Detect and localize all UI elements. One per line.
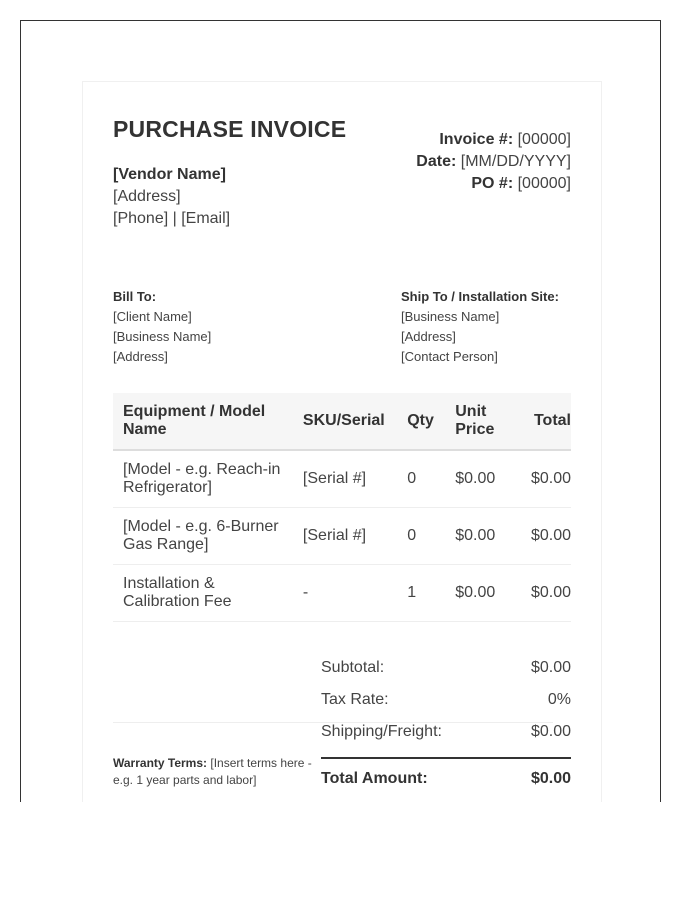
bill-to-business: [Business Name] xyxy=(113,329,212,344)
subtotal-row xyxy=(321,658,571,690)
cell-sku: [Serial #] xyxy=(293,450,397,508)
invoice-meta xyxy=(416,129,571,195)
warranty-label: Warranty Terms: xyxy=(113,756,208,770)
cell-total: $0.00 xyxy=(521,565,571,622)
bill-to-block xyxy=(113,287,211,367)
cell-unit-price: $0.00 xyxy=(445,565,521,622)
header-qty: Qty xyxy=(397,393,445,450)
cell-total: $0.00 xyxy=(521,508,571,565)
bill-to-label: Bill To: xyxy=(113,289,157,304)
warranty-terms xyxy=(113,755,318,789)
table-row xyxy=(113,508,571,565)
cell-qty: 0 xyxy=(397,450,445,508)
cell-equipment: [Model - e.g. 6-Burner Gas Range] xyxy=(113,508,293,565)
header-equipment: Equipment / Model Name xyxy=(113,393,293,450)
warranty-text: [Insert terms here - e.g. 1 year parts and labor] xyxy=(113,756,312,787)
cell-equipment: Installation & Calibration Fee xyxy=(113,565,293,622)
tax-label: Tax Rate: xyxy=(321,691,389,708)
invoice-sheet xyxy=(82,81,602,802)
invoice-number-line xyxy=(416,129,571,151)
bill-to-address: [Address] xyxy=(113,349,168,364)
invoice-number-value: [00000] xyxy=(517,131,571,148)
vendor-contact: [Phone] | [Email] xyxy=(113,210,231,227)
ship-to-business: [Business Name] xyxy=(401,309,500,324)
cell-unit-price: $0.00 xyxy=(445,508,521,565)
ship-to-address: [Address] xyxy=(401,329,456,344)
invoice-date-line xyxy=(416,151,571,173)
header-sku: SKU/Serial xyxy=(293,393,397,450)
po-number-label: PO #: xyxy=(471,175,514,192)
po-number-line xyxy=(416,173,571,195)
invoice-number-label: Invoice #: xyxy=(439,131,514,148)
table-header-row xyxy=(113,393,571,450)
vendor-block xyxy=(113,164,230,230)
ship-to-block xyxy=(401,287,559,367)
invoice-title: PURCHASE INVOICE xyxy=(113,116,347,142)
invoice-date-value: [MM/DD/YYYY] xyxy=(460,153,571,170)
cell-unit-price: $0.00 xyxy=(445,450,521,508)
tax-row xyxy=(321,690,571,722)
total-amount-value: $0.00 xyxy=(530,770,571,787)
total-amount-label: Total Amount: xyxy=(321,770,428,787)
subtotal-label: Subtotal: xyxy=(321,659,385,676)
vendor-address: [Address] xyxy=(113,188,181,205)
cell-equipment: [Model - e.g. Reach-in Refrigerator] xyxy=(113,450,293,508)
table-row xyxy=(113,450,571,508)
header-unit-price: Unit Price xyxy=(445,393,521,450)
shipping-row xyxy=(321,722,571,754)
totals-block xyxy=(321,658,571,801)
bill-to-client: [Client Name] xyxy=(113,309,192,324)
cell-qty: 0 xyxy=(397,508,445,565)
invoice-date-label: Date: xyxy=(416,153,457,170)
total-amount-row xyxy=(321,757,571,801)
line-items-table xyxy=(113,393,571,622)
header-total: Total xyxy=(521,393,571,450)
table-row xyxy=(113,565,571,622)
vendor-name: [Vendor Name] xyxy=(113,166,226,183)
cell-qty: 1 xyxy=(397,565,445,622)
cell-sku: - xyxy=(293,565,397,622)
cell-sku: [Serial #] xyxy=(293,508,397,565)
cell-total: $0.00 xyxy=(521,450,571,508)
shipping-value: $0.00 xyxy=(530,723,571,740)
page-frame xyxy=(20,20,661,802)
po-number-value: [00000] xyxy=(517,175,571,192)
ship-to-contact: [Contact Person] xyxy=(401,349,498,364)
subtotal-value: $0.00 xyxy=(530,659,571,676)
tax-value: 0% xyxy=(547,691,571,708)
shipping-label: Shipping/Freight: xyxy=(321,723,442,740)
ship-to-label: Ship To / Installation Site: xyxy=(401,289,559,304)
